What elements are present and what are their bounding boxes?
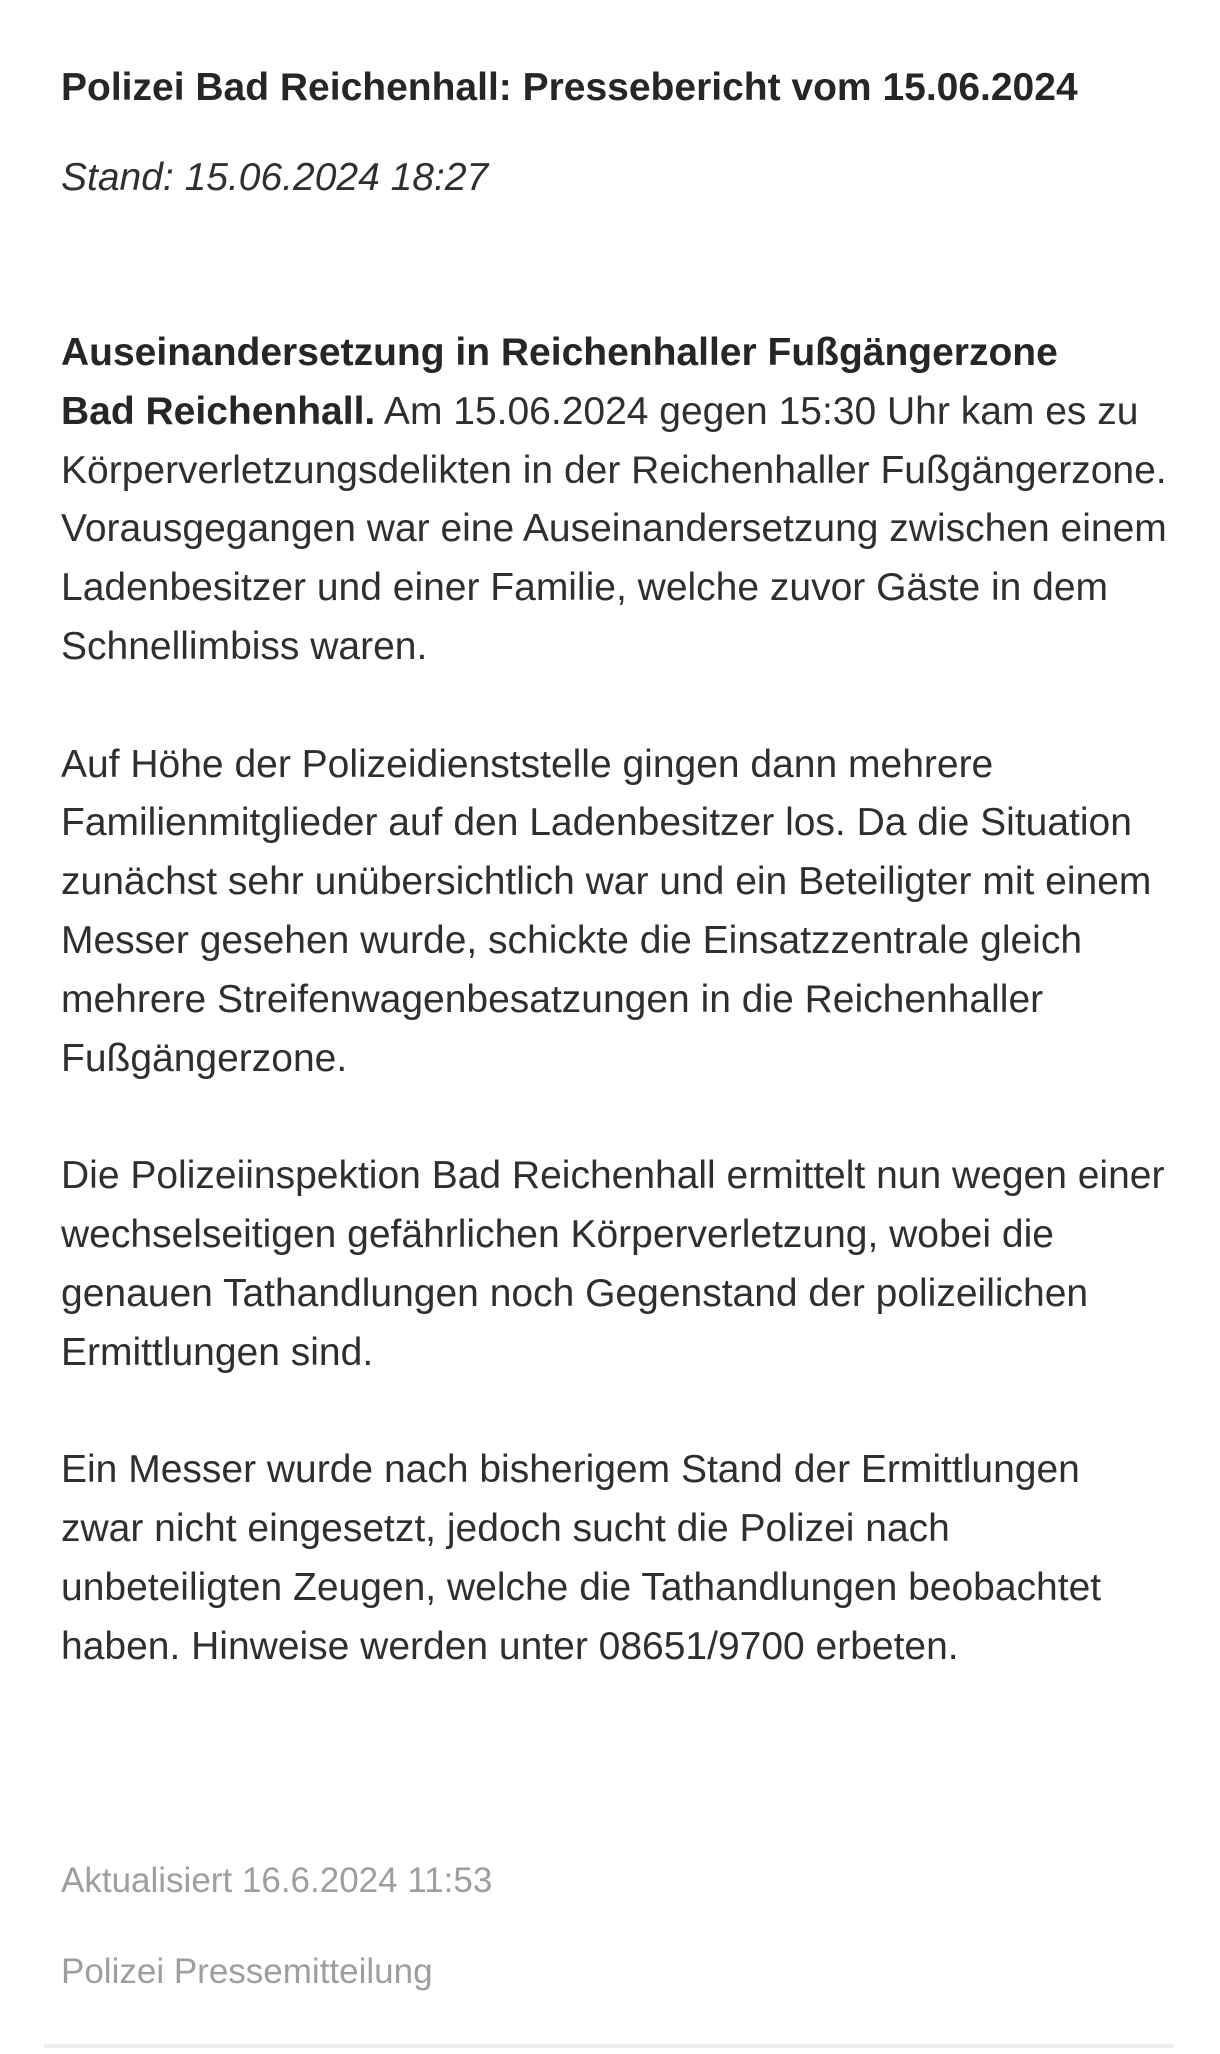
updated-timestamp: Aktualisiert 16.6.2024 11:53 <box>61 1861 493 1900</box>
article-timestamp: Stand: 15.06.2024 18:27 <box>61 156 489 199</box>
article-paragraph-3: Die Polizeiinspektion Bad Reichenhall ermittelt nun wegen einer wechselseitigen gefährlichen Körperverletzung, wobei die genauen Tathandlungen noch Gegenstand der polizeilichen Ermittlungen sind. <box>61 1154 1165 1374</box>
lead-heading-text: Auseinandersetzung in Reichenhaller Fußgängerzone <box>61 331 1058 374</box>
article-title: Polizei Bad Reichenhall: Pressebericht vom 15.06.2024 <box>61 66 1078 109</box>
paragraph-text: Am 15.06.2024 gegen 15:30 Uhr kam es zu Körperverletzungsdelikten in der Reichenhaller Fußgängerzone. Vorausgegangen war eine Auseinandersetzung zwischen einem Ladenbesitzer und einer Familie, welche zuvor Gäste in dem Schnellimbiss waren. <box>61 389 1167 668</box>
source-label: Polizei Pressemitteilung <box>61 1952 433 1991</box>
article-body <box>61 324 1171 1676</box>
article-paragraph-2: Auf Höhe der Polizeidienststelle gingen dann mehrere Familienmitglieder auf den Ladenbesitzer los. Da die Situation zunächst sehr unübersichtlich war und ein Beteiligter mit einem Messer gesehen wurde, schickte die Einsatzzentrale gleich mehrere Streifenwagenbesatzungen in die Reichenhaller Fußgängerzone. <box>61 742 1152 1080</box>
article-paragraph-1 <box>61 324 1171 677</box>
divider <box>44 2044 1174 2048</box>
lead-heading <box>61 324 1171 383</box>
lead-place: Bad Reichenhall. <box>61 389 376 433</box>
article-paragraph-4: Ein Messer wurde nach bisherigem Stand der Ermittlungen zwar nicht eingesetzt, jedoch sucht die Polizei nach unbeteiligten Zeugen, welche die Tathandlungen beobachtet haben. Hinweise werden unter 08651/9700 erbeten. <box>61 1448 1102 1668</box>
